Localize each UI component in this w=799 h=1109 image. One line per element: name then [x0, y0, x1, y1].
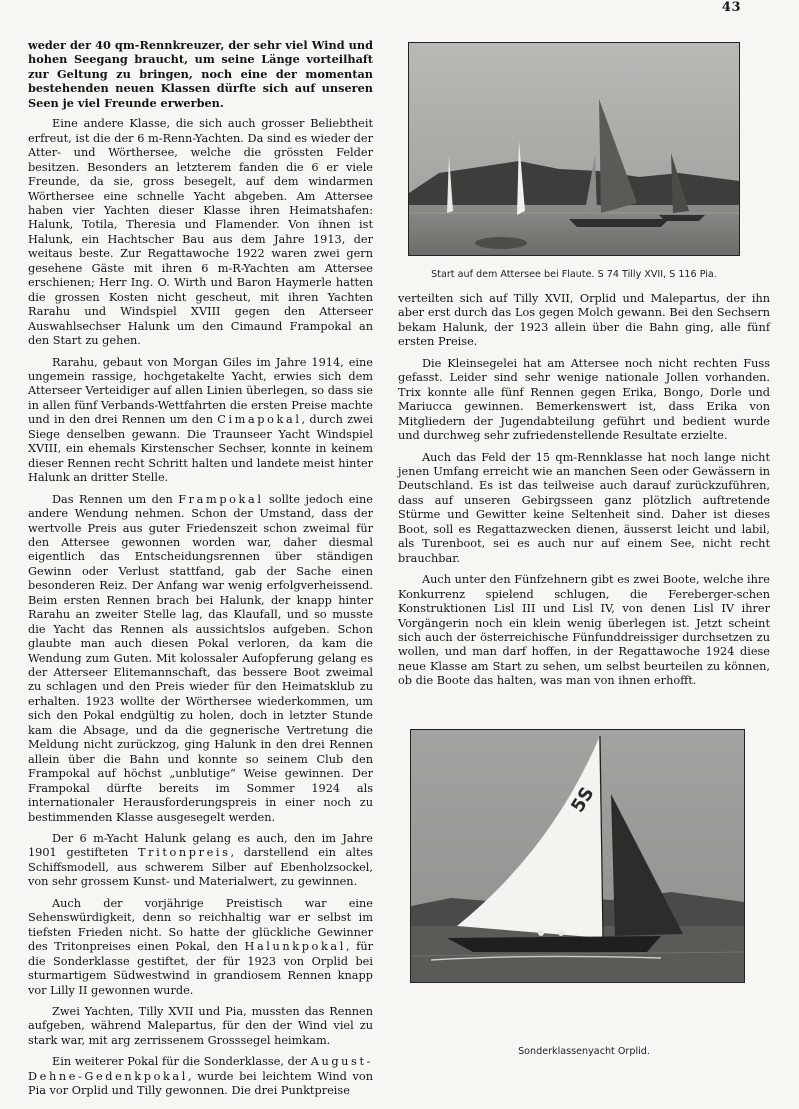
right-paragraph-2: Die Kleinsegelei hat am Attersee noch nicht rechten Fuss gefasst. Leider sind sehr wenige nationale Jollen vorhanden. Trix konnte alle fünf Rennen gegen Erika, Bongo, Dorle und Mariucca gewinnen. Bemerkenswert ist, dass Erika von Mitgliedern der Jugendabteilung geführt und bedient wurde und durchweg sehr zufriedenstellende Resultate erzielte. — [398, 356, 770, 443]
spaced-name-halunkpokal: Halunkpokal — [244, 940, 346, 954]
text-run: sollte jedoch eine andere Wendung nehmen. Schon der Umstand, dass der wertvolle Preis aus guter Friedenszeit schon zweimal für den Attersee gewonnen worden war, daher diesmal eigentlich das Entscheidungsrennen über ständigen Gewinn oder Verlust stattfand, gab der Sache einen besonderen Reiz. Der Anfang war wenig erfolgverheissend. Beim ersten Rennen brach bei Halunk, der knapp hinter Rarahu an zweiter Stelle lag, das Klaufall, und so musste die Yacht das Rennen als aussichtslos aufgeben. Schon glaubte man auch diesen Pokal verloren, da kam die Wendung zum Guten. Mit kolossaler Aufopferung gelang es der Atterseer Elitemannschaft, das bessere Boot zweimal zu schlagen und den Preis wieder für den Heimatsklub zu erhalten. 1923 wollte der Wörthersee wiederkommen, um sich den Pokal endgültig zu holen, doch in letzter Stunde kam die Absage, und da die gegnerische Vertretung die Meldung nicht zurückzog, ging Halunk in den drei Rennen allein über die Bahn und konnte so seinem Club den Frampokal auf höchst „unblutige“ Weise gewinnen. Der Frampokal dürfte bereits im Sommer 1924 als internationaler Herausforderungspreis in einer noch zu bestimmenden Klasse ausgesegelt werden. — [28, 492, 373, 824]
spaced-name-gedenkpokal: August-Dehne-Gedenkpokal — [28, 1055, 373, 1083]
left-column — [28, 38, 373, 1106]
left-paragraph-8 — [28, 1055, 373, 1098]
spaced-name-cimapokal: Cimapokal — [217, 413, 302, 427]
right-column — [398, 38, 770, 983]
photo-orplid — [410, 729, 745, 983]
text-run: Das Rennen um den — [52, 492, 179, 506]
sail-number: 5S — [567, 783, 599, 817]
left-paragraph-6 — [28, 897, 373, 998]
right-paragraph-3: Auch das Feld der 15 qm-Rennklasse hat noch lange nicht jenen Umfang erreicht wie an manchen Seen oder Gewässern in Deutschland. Es ist das teilweise auch darauf zurückzuführen, dass auf unseren Gebirgsseen ganz plötzlich auftretende Stürme und Gewitter keine Seltenheit sind. Daher ist dieses Boot, soll es Regattazwecken dienen, äusserst leicht und labil, als Turenboot, sei es auch nur auf einem See, nicht recht brauchbar. — [398, 450, 770, 565]
photo-caption-start-attersee: Start auf dem Attersee bei Flaute. S 74 Tilly XVII, S 116 Pia. — [431, 269, 717, 280]
left-paragraph-3 — [28, 356, 373, 486]
photo-start-attersee-image — [409, 43, 739, 255]
spaced-name-tritonpreis: Tritonpreis — [137, 846, 231, 860]
left-paragraph-7: Zwei Yachten, Tilly XVII und Pia, mussten das Rennen aufgeben, während Malepartus, für den der Wind viel zu stark war, mit arg zerrissenem Grosssegel heimkam. — [28, 1005, 373, 1047]
text-run: Rarahu, gebaut von Morgan Giles im Jahre 1914, eine ungemein rassige, hochgetakelte Yacht, erwies sich dem Atterseer Verteidiger auf allen Linien überlegen, so dass sie in allen fünf Verbands-Wettfahrten die ersten Preise machte und in den drei Rennen um den — [28, 355, 373, 427]
text-run: Auch der vorjährige Preistisch war eine Sehenswürdigkeit, denn so reichhaltig war er selbst im tiefsten Frieden nicht. So hatte der glückliche Gewinner des Tritonpreises einen Pokal, den — [28, 896, 373, 954]
spaced-name-frampokal: Frampokal — [178, 492, 264, 506]
text-run: Der 6 m-Yacht Halunk gelang es auch, den im Jahre 1901 gestifteten — [28, 832, 373, 860]
text-run: , für die Sonderklasse gestiftet, der für 1923 von Orplid bei sturmartigem Südwestwind in grandiosem Rennen knapp vor Lilly II gewonnen wurde. — [28, 940, 373, 997]
left-paragraph-4 — [28, 493, 373, 825]
left-paragraph-1: weder der 40 qm-Rennkreuzer, der sehr viel Wind und hohen Seegang braucht, um seine Länge vorteilhaft zur Geltung zu bringen, noch eine der momentan bestehenden neuen Klassen dürfte sich auf unseren Seen je viel Freunde erwerben. — [28, 38, 373, 110]
text-run: Ein weiterer Pokal für die Sonderklasse, der — [52, 1055, 311, 1069]
spacer — [398, 696, 770, 729]
right-paragraph-4: Auch unter den Fünfzehnern gibt es zwei Boote, welche ihre Konkurrenz spielend schlugen, die Fereberger-schen Konstruktionen Lisl III und Lisl IV, von denen Lisl IV ihrer Vorgängerin noch ein klein wenig überlegen ist. Jetzt scheint sich auch der österreichische Fünfunddreissiger durchsetzen zu wollen, und man darf hoffen, in der Regattawoche 1924 diese neue Klasse am Start zu sehen, um selbst beurteilen zu können, ob die Boote das halten, was man von ihnen erhofft. — [398, 573, 770, 688]
text-run: , durch zwei Siege denselben gewann. Die Traunseer Yacht Windspiel XVIII, ein ehemals Kirstenscher Sechser, konnte in keinem dieser Rennen recht Schritt halten und landete meist hinter Halunk an dritter Stelle. — [28, 413, 373, 485]
photo-start-attersee — [408, 42, 740, 256]
left-paragraph-5 — [28, 832, 373, 890]
text-run: , wurde bei leichtem Wind von Pia vor Orplid und Tilly gewonnen. Die drei Punktpreise — [28, 1069, 373, 1098]
text-run: , darstellend ein altes Schiffsmodell, aus schwerem Silber auf Ebenholzsockel, von sehr grossem Kunst- und Materialwert, zu gewinnen. — [28, 846, 373, 889]
page-number: 43 — [721, 0, 741, 15]
left-paragraph-2: Eine andere Klasse, die sich auch grosser Beliebtheit erfreut, ist die der 6 m-Renn-Yachten. Da sind es wieder der Atter- und Wörthersee, welche die grössten Felder besitzen. Besonders an letzterem fanden die 6 er viele Freunde, da sie, gross besegelt, auf dem windarmen Wörthersee eine schnelle Yacht abgeben. Am Attersee haben vier Yachten dieser Klasse ihren Heimatshafen: Halunk, Totila, Theresia und Flamender. Von ihnen ist Halunk, ein Hachtscher Bau aus dem Jahre 1913, der weitaus beste. Zur Regattawoche 1922 waren zwei gern gesehene Gäste mit ihren 6 m-R-Yachten am Attersee erschienen; Herr Ing. O. Wirth und Baron Haymerle hatten die grossen Kosten nicht gescheut, mit ihren Yachten Rarahu und Windspiel XVIII gegen den Atterseer Auswahlsechser Halunk um den Cimaund Frampokal an den Start zu gehen. — [28, 117, 373, 348]
photo-orplid-image — [411, 730, 744, 982]
right-paragraph-1: verteilten sich auf Tilly XVII, Orplid und Malepartus, der ihn aber erst durch das Los gegen Molch gewann. Bei den Sechsern bekam Halunk, der 1923 allein über die Bahn ging, alle fünf ersten Preise. — [398, 292, 770, 349]
photo-caption-orplid: Sonderklassenyacht Orplid. — [518, 1046, 650, 1057]
